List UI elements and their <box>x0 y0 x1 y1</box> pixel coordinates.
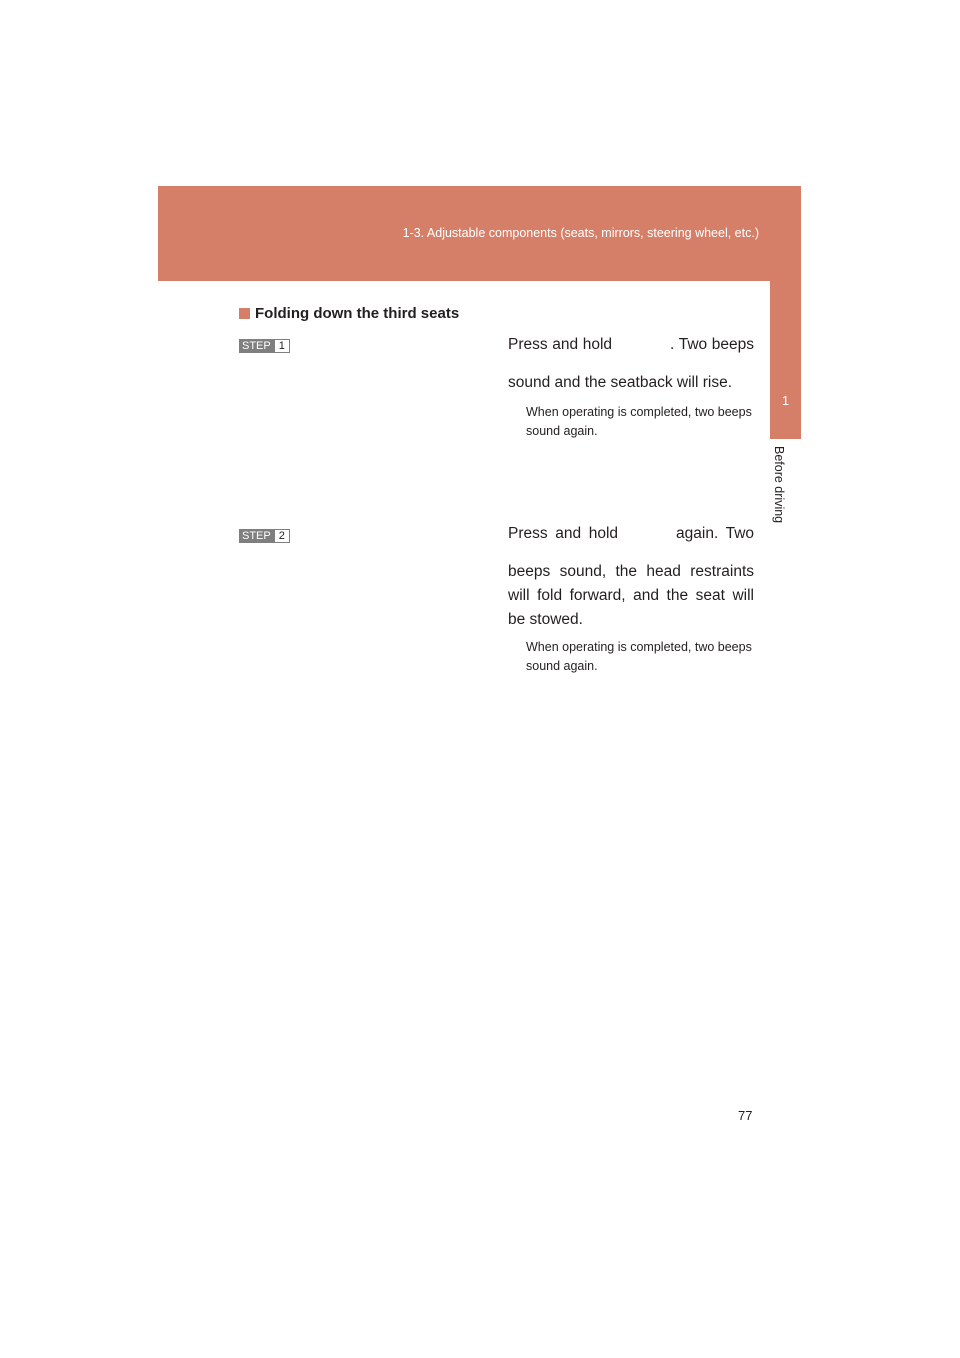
step-2-note: When operating is completed, two beeps sound again. <box>526 640 752 673</box>
step-number: 1 <box>274 339 290 353</box>
chapter-title: 1-3. Adjustable components (seats, mirrors, steering wheel, etc.) <box>402 226 759 240</box>
step-1-text <box>508 333 754 395</box>
step-2-text <box>508 522 754 632</box>
page-number: 77 <box>738 1108 753 1123</box>
step-1-line-2: sound and the seatback will rise. <box>508 374 733 391</box>
chapter-header <box>158 186 801 281</box>
section-heading-text: Folding down the third seats <box>255 305 460 322</box>
section-heading <box>239 305 459 322</box>
chapter-label: Before driving <box>772 446 786 524</box>
chapter-number: 1 <box>781 393 790 408</box>
step-number: 2 <box>274 529 290 543</box>
step-1-badge <box>239 339 290 353</box>
step-2-line-1: Press and hold again. Two <box>508 525 755 542</box>
step-2-line-2: beeps sound, the head restraints will fold forward, and the seat will be stowed. <box>508 563 754 628</box>
chapter-tab <box>770 281 801 439</box>
step-1-note: When operating is completed, two beeps sound again. <box>526 405 752 438</box>
step-1-line-1: Press and hold . Two beeps <box>508 336 754 353</box>
square-bullet-icon <box>239 308 250 319</box>
step-2-badge <box>239 529 290 543</box>
step-word: STEP <box>239 529 274 543</box>
step-word: STEP <box>239 339 274 353</box>
